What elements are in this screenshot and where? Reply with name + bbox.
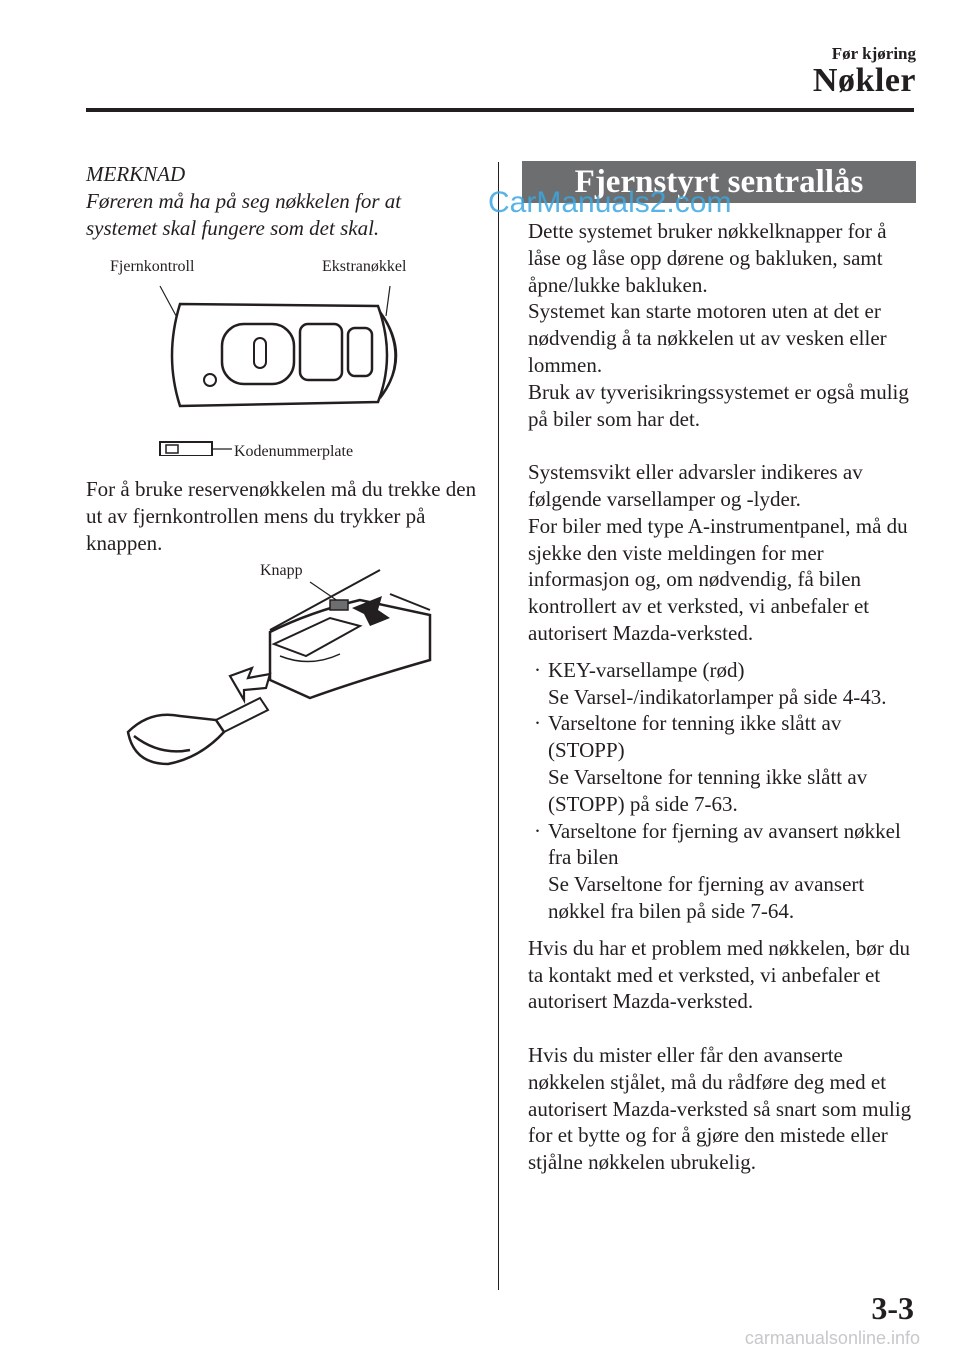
spacer: [528, 432, 920, 459]
bullet-title: Varseltone for fjerning av avansert nøkkel fra bilen: [548, 818, 901, 870]
header-rule: [86, 108, 914, 112]
header-section-label: Før kjøring: [831, 44, 916, 63]
bullet-dot: ·: [534, 711, 541, 736]
section-heading: Fjernstyrt sentrallås: [522, 161, 916, 203]
bullet-item: [528, 657, 920, 711]
note-body: Føreren må ha på seg nøkkelen for at systemet skal fungere som det skal.: [86, 189, 402, 240]
bullet-ref: Se Varsel-/indikatorlamper på side 4-43.: [548, 684, 887, 709]
left-paragraph: For å bruke reservenøkkelen må du trekke den ut av fjernkontrollen mens du trykker på knappen.: [86, 477, 477, 555]
page-title: Nøkler: [812, 62, 916, 99]
bullet-item: [528, 710, 920, 817]
label-extra-key: Ekstranøkkel: [322, 258, 407, 275]
label-code-plate: Kodenummerplate: [234, 443, 354, 460]
footer-watermark: carmanualsonline.info: [744, 1328, 920, 1348]
spacer: [528, 647, 920, 657]
paragraph-6: Hvis du har et problem med nøkkelen, bør du ta kontakt med et verksted, vi anbefaler et autorisert Mazda-verksted.: [528, 935, 910, 1014]
paragraph-3: Bruk av tyverisikringssystemet er også mulig på biler som har det.: [528, 379, 909, 431]
bullet-dot: ·: [534, 818, 541, 843]
remote-key-illustration: [150, 276, 430, 456]
note-title: MERKNAD: [86, 162, 186, 186]
paragraph-4: Systemsvikt eller advarsler indikeres av følgende varsellamper og -lyder.: [528, 460, 863, 511]
paragraph-5: For biler med type A-instrumentpanel, må du sjekke den viste meldingen for mer informasjon og, om nødvendig, få bilen kontrollert av et verksted, vi anbefaler et autorisert Mazda-verksted.: [528, 513, 908, 645]
column-divider: [498, 162, 499, 1290]
spacer: [528, 925, 920, 935]
paragraph-2: Systemet kan starte motoren uten at det er nødvendig å ta nøkkelen ut av vesken eller lommen.: [528, 299, 887, 377]
spacer: [528, 1015, 920, 1042]
bullet-ref: Se Varseltone for tenning ikke slått av (STOPP) på side 7-63.: [548, 764, 868, 816]
bullet-item: [528, 818, 920, 925]
paragraph-7: Hvis du mister eller får den avanserte nøkkelen stjålet, må du rådføre deg med et autorisert Mazda-verksted så snart som mulig for et bytte og for å gjøre den mistede eller stjålne nøkkelen ubrukelig.: [528, 1042, 912, 1175]
bullet-title: Varseltone for tenning ikke slått av (STOPP): [548, 711, 842, 763]
bullet-title: KEY-varsellampe (rød): [548, 657, 745, 682]
page-number: 3-3: [871, 1290, 914, 1326]
label-button: Knapp: [260, 562, 303, 579]
label-remote: Fjernkontroll: [110, 258, 195, 275]
bullet-dot: ·: [534, 657, 541, 682]
paragraph-1: Dette systemet bruker nøkkelknapper for å låse og låse opp dørene og bakluken, samt åpne/lukke bakluken.: [528, 219, 887, 297]
watermark: CarManuals2.com: [488, 186, 732, 219]
section-content: [528, 218, 920, 1176]
key-removal-illustration: [120, 560, 440, 780]
bullet-ref: Se Varseltone for fjerning av avansert nøkkel fra bilen på side 7-64.: [548, 872, 865, 923]
